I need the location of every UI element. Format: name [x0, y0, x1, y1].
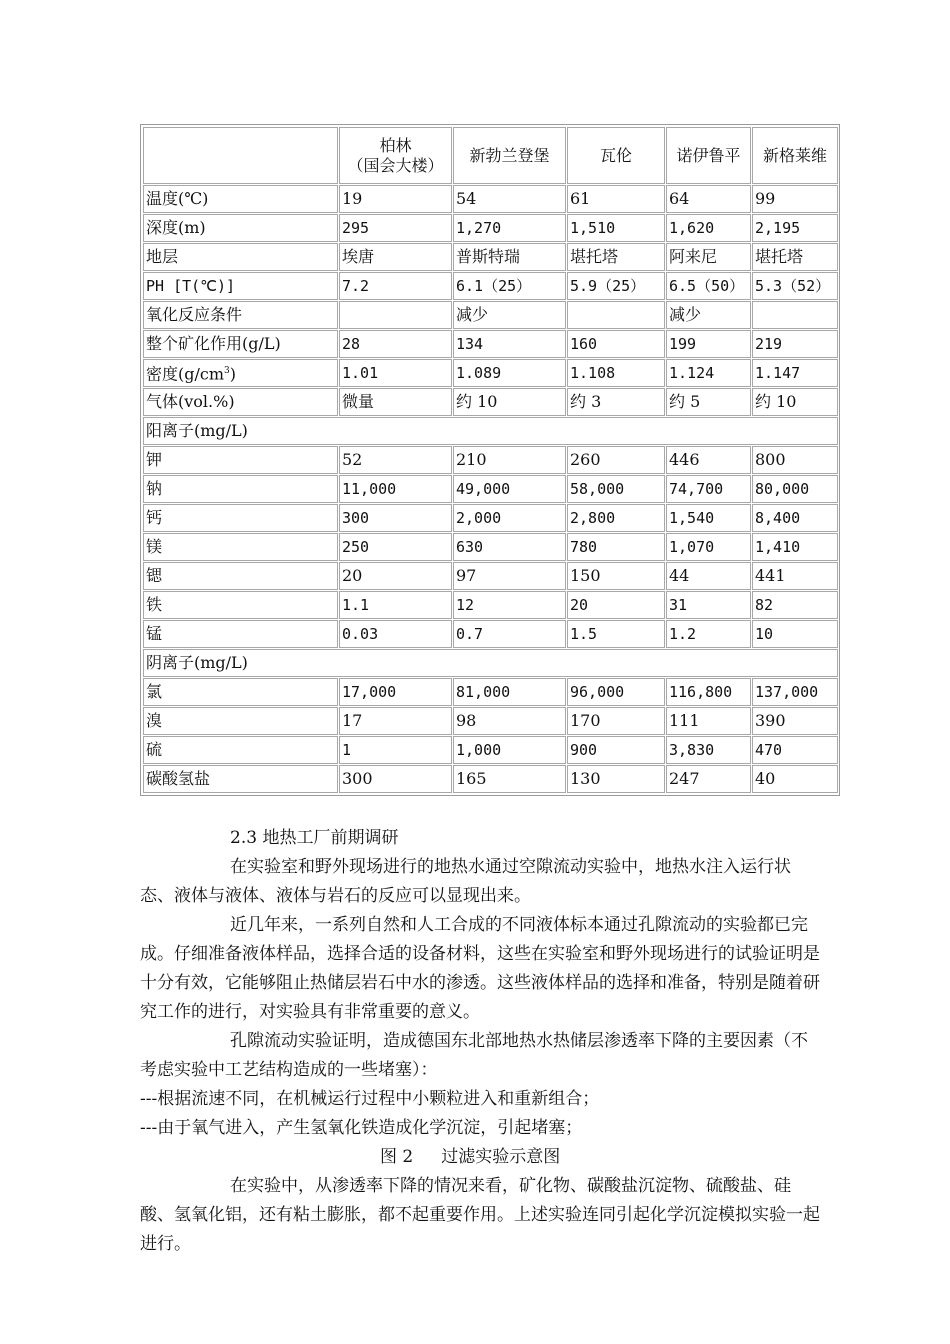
table-row [143, 562, 838, 590]
table-row [143, 475, 838, 503]
table-cell: 6.5（50） [666, 272, 751, 300]
header-neubrandenburg: 新勃兰登堡 [453, 127, 566, 184]
table-cell: 10 [752, 620, 838, 648]
header-neustrelitz: 新格莱维 [752, 127, 838, 184]
bullet-2: ---由于氧气进入，产生氢氧化铁造成化学沉淀，引起堵塞； [140, 1118, 583, 1138]
table-cell: 31 [666, 591, 751, 619]
table-row [143, 272, 838, 300]
table-row [143, 446, 838, 474]
row-label: 钾 [143, 446, 338, 474]
table-cell: 219 [752, 330, 838, 358]
table-cell: 150 [567, 562, 665, 590]
row-label: 氧化反应条件 [143, 301, 338, 329]
table-cell: 96,000 [567, 678, 665, 706]
table-cell: 阿来尼 [666, 243, 751, 271]
header-waren: 瓦伦 [567, 127, 665, 184]
table-cell [567, 301, 665, 329]
table-cell: 199 [666, 330, 751, 358]
table-cell: 1,070 [666, 533, 751, 561]
table-cell: 300 [339, 765, 452, 793]
header-neuruppin: 诺伊鲁平 [666, 127, 751, 184]
table-cell: 堪托塔 [752, 243, 838, 271]
table-cell: 260 [567, 446, 665, 474]
bullet-1: ---根据流速不同，在机械运行过程中小颗粒进入和重新组合； [140, 1089, 600, 1109]
table-cell: 1 [339, 736, 452, 764]
table-cell: 1.108 [567, 359, 665, 387]
table-cell: 普斯特瑞 [453, 243, 566, 271]
table-row [143, 591, 838, 619]
table-cell: 300 [339, 504, 452, 532]
paragraph-2: 近几年来，一系列自然和人工合成的不同液体标本通过孔隙流动的实验都已完成。仔细准备液体样品，选择合适的设备材料，这些在实验室和野外现场进行的试验证明是十分有效，它能够阻止热储层岩石中水的渗透。这些液体样品的选择和准备，特别是随着研究工作的进行，对实验具有非常重要的意义。 [140, 915, 820, 1022]
table-cell: 3,830 [666, 736, 751, 764]
table-cell: 约 3 [567, 388, 665, 416]
table-row [143, 185, 838, 213]
row-label: 地层 [143, 243, 338, 271]
table-cell: 1.5 [567, 620, 665, 648]
table-cell [339, 301, 452, 329]
table-cell: 埃唐 [339, 243, 452, 271]
table-cell: 20 [567, 591, 665, 619]
table-cell: 1.2 [666, 620, 751, 648]
table-cell: 210 [453, 446, 566, 474]
table-cell: 134 [453, 330, 566, 358]
table-cell: 81,000 [453, 678, 566, 706]
table-cell: 1.124 [666, 359, 751, 387]
table-cell: 28 [339, 330, 452, 358]
table-cell: 5.9（25） [567, 272, 665, 300]
header-berlin [339, 127, 452, 184]
table-row [143, 736, 838, 764]
table-cell: 49,000 [453, 475, 566, 503]
table-cell: 减少 [666, 301, 751, 329]
table-cell: 5.3（52） [752, 272, 838, 300]
table-cell: 470 [752, 736, 838, 764]
row-label-superscript: 3 [224, 366, 230, 377]
row-label: 整个矿化作用(g/L) [143, 330, 338, 358]
table-row [143, 678, 838, 706]
table-cell: 堪托塔 [567, 243, 665, 271]
table-row [143, 533, 838, 561]
table-cell: 40 [752, 765, 838, 793]
table-cell: 12 [453, 591, 566, 619]
table-cell: 390 [752, 707, 838, 735]
table-row [143, 504, 838, 532]
row-label: 温度(℃) [143, 185, 338, 213]
header-corner-cell [143, 127, 338, 184]
table-cell: 1.1 [339, 591, 452, 619]
paragraph-4: 在实验中，从渗透率下降的情况来看，矿化物、碳酸盐沉淀物、硫酸盐、硅酸、氢氧化铝，还有粘土膨胀，都不起重要作用。上述实验连同引起化学沉淀模拟实验一起进行。 [140, 1176, 820, 1254]
row-label: 锶 [143, 562, 338, 590]
table-cell: 54 [453, 185, 566, 213]
table-cell: 82 [752, 591, 838, 619]
row-label: 氯 [143, 678, 338, 706]
table-cell: 1,510 [567, 214, 665, 242]
table-cell: 1,410 [752, 533, 838, 561]
table-cell: 64 [666, 185, 751, 213]
table-cell: 约 5 [666, 388, 751, 416]
table-cell: 295 [339, 214, 452, 242]
table-row [143, 765, 838, 793]
figure-number: 图 2 [380, 1147, 414, 1167]
table-cell: 446 [666, 446, 751, 474]
anion-section-label: 阴离子(mg/L) [143, 649, 838, 677]
table-cell: 247 [666, 765, 751, 793]
table-cell: 137,000 [752, 678, 838, 706]
table-cell: 约 10 [752, 388, 838, 416]
row-label-suffix: ) [229, 364, 236, 384]
header-berlin-line1: 柏林 [379, 135, 412, 155]
table-cell: 8,400 [752, 504, 838, 532]
table-cell: 44 [666, 562, 751, 590]
table-cell: 6.1（25） [453, 272, 566, 300]
body-text [140, 824, 820, 1259]
table-row [143, 301, 838, 329]
table-cell [752, 301, 838, 329]
table-cell: 减少 [453, 301, 566, 329]
header-berlin-line2: （国会大楼） [347, 155, 444, 175]
table-cell: 1.147 [752, 359, 838, 387]
row-label: 碳酸氢盐 [143, 765, 338, 793]
table-cell: 1,540 [666, 504, 751, 532]
table-cell: 74,700 [666, 475, 751, 503]
table-cell: 900 [567, 736, 665, 764]
table-cell: 99 [752, 185, 838, 213]
cation-section-label: 阳离子(mg/L) [143, 417, 838, 445]
section-row [143, 649, 838, 677]
table-cell: 2,800 [567, 504, 665, 532]
table-cell: 约 10 [453, 388, 566, 416]
figure-title: 过滤实验示意图 [441, 1147, 561, 1167]
table-cell: 98 [453, 707, 566, 735]
table-cell: 165 [453, 765, 566, 793]
geothermal-water-table [140, 124, 840, 796]
table-row [143, 707, 838, 735]
table-cell: 17 [339, 707, 452, 735]
table-cell: 250 [339, 533, 452, 561]
table-cell: 58,000 [567, 475, 665, 503]
row-label: 铁 [143, 591, 338, 619]
table-cell: 111 [666, 707, 751, 735]
row-label: 钙 [143, 504, 338, 532]
row-label: 钠 [143, 475, 338, 503]
table-cell: 1,620 [666, 214, 751, 242]
table-row [143, 243, 838, 271]
table-header-row [143, 127, 838, 184]
table-cell: 0.03 [339, 620, 452, 648]
table-cell: 7.2 [339, 272, 452, 300]
table-row [143, 388, 838, 416]
row-label [143, 359, 338, 387]
table-cell: 160 [567, 330, 665, 358]
figure-caption [140, 1143, 820, 1172]
paragraph-3: 孔隙流动实验证明，造成德国东北部地热水热储层渗透率下降的主要因素（不考虑实验中工艺结构造成的一些堵塞）： [140, 1031, 808, 1080]
table-cell: 170 [567, 707, 665, 735]
table-cell: 1,000 [453, 736, 566, 764]
row-label: PH [T(℃)] [143, 272, 338, 300]
table-row [143, 330, 838, 358]
row-label-text: 密度(g/cm [146, 364, 225, 384]
table-cell: 11,000 [339, 475, 452, 503]
row-label: 镁 [143, 533, 338, 561]
table-cell: 441 [752, 562, 838, 590]
table-cell: 1.01 [339, 359, 452, 387]
table-cell: 61 [567, 185, 665, 213]
table-cell: 2,000 [453, 504, 566, 532]
section-row [143, 417, 838, 445]
table-cell: 52 [339, 446, 452, 474]
table-cell: 微量 [339, 388, 452, 416]
table-cell: 780 [567, 533, 665, 561]
table-cell: 800 [752, 446, 838, 474]
row-label: 气体(vol.%) [143, 388, 338, 416]
table-cell: 19 [339, 185, 452, 213]
table-cell: 1,270 [453, 214, 566, 242]
row-label: 锰 [143, 620, 338, 648]
table-row [143, 214, 838, 242]
table-cell: 80,000 [752, 475, 838, 503]
table-cell: 0.7 [453, 620, 566, 648]
table-cell: 97 [453, 562, 566, 590]
section-heading: 2.3 地热工厂前期调研 [230, 828, 399, 848]
row-label: 溴 [143, 707, 338, 735]
table-row [143, 620, 838, 648]
data-table [142, 126, 839, 794]
table-cell: 17,000 [339, 678, 452, 706]
table-cell: 630 [453, 533, 566, 561]
table-cell: 20 [339, 562, 452, 590]
table-cell: 130 [567, 765, 665, 793]
table-cell: 1.089 [453, 359, 566, 387]
table-cell: 2,195 [752, 214, 838, 242]
table-cell: 116,800 [666, 678, 751, 706]
table-row [143, 359, 838, 387]
paragraph-1: 在实验室和野外现场进行的地热水通过空隙流动实验中，地热水注入运行状态、液体与液体、液体与岩石的反应可以显现出来。 [140, 857, 791, 906]
row-label: 硫 [143, 736, 338, 764]
row-label: 深度(m) [143, 214, 338, 242]
